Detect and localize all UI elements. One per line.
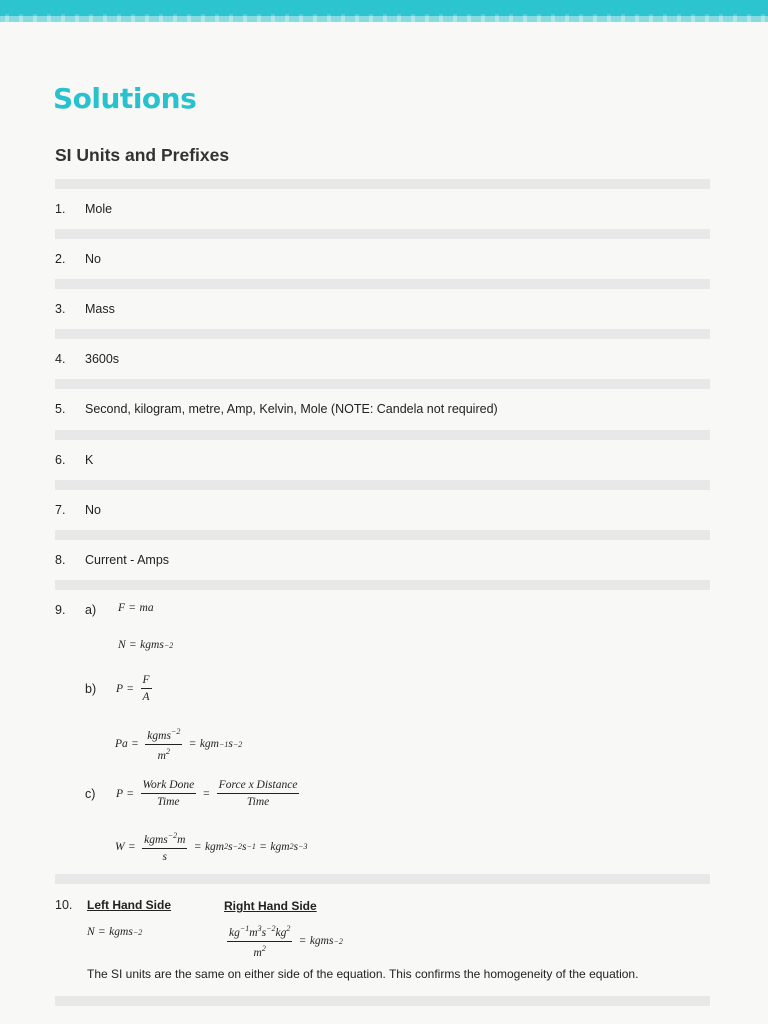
separator-bar bbox=[55, 580, 710, 590]
equation-pascal-units: Pa = $\frac{kgms^{-2}}{m^2}$ = kgm −1 s −2 bbox=[115, 727, 243, 762]
separator-bar bbox=[55, 874, 710, 884]
answer-number: 4. bbox=[55, 352, 66, 366]
left-hand-side-header: Left Hand Side bbox=[87, 898, 172, 912]
answer-number: 9. bbox=[55, 603, 66, 617]
equation-lhs: N = kgms −2 bbox=[87, 926, 143, 938]
answer-text: Second, kilogram, metre, Amp, Kelvin, Mole (NOTE: Candela not required) bbox=[85, 402, 498, 416]
part-label: a) bbox=[85, 603, 97, 617]
answer-number: 5. bbox=[55, 402, 66, 416]
answer-number: 6. bbox=[55, 453, 66, 467]
part-label: b) bbox=[85, 682, 97, 696]
answer-text: No bbox=[85, 252, 101, 266]
equation-rhs: $\frac{kg^{-1}m^3s^{-2}kg^2}{m^2}$ = kgms −2 bbox=[229, 924, 343, 959]
separator-bar bbox=[55, 996, 710, 1006]
equation-newton-units: N = kgms −2 bbox=[118, 639, 174, 651]
separator-bar bbox=[55, 179, 710, 189]
equation-watt-units: W = $\frac{kgms^{-2}m}{s}$ = kgm 2 s −2 s −1 = kgm 2 s −3 bbox=[115, 831, 308, 863]
right-hand-side-header: Right Hand Side bbox=[224, 899, 317, 913]
separator-bar bbox=[55, 530, 710, 540]
part-label: c) bbox=[85, 787, 96, 801]
equation-force: F = ma bbox=[118, 602, 154, 614]
answer-number: 1. bbox=[55, 202, 66, 216]
answer-text: Mass bbox=[85, 302, 115, 316]
page-title: Solutions bbox=[53, 82, 197, 115]
equation-power: P = $\frac{\text{Work Done}}{\text{Time}}$ = $\frac{\text{Force x Distance}}{\text{Time}}$ bbox=[116, 779, 298, 808]
separator-bar bbox=[55, 430, 710, 440]
answer-text: K bbox=[85, 453, 94, 467]
separator-bar bbox=[55, 379, 710, 389]
equation-pressure: P = $\frac{F}{A}$ bbox=[116, 674, 150, 703]
conclusion-text: The SI units are the same on either side of the equation. This confirms the homogeneity of the equation. bbox=[87, 967, 639, 981]
separator-bar bbox=[55, 229, 710, 239]
answer-number: 2. bbox=[55, 252, 66, 266]
top-band-edge bbox=[0, 14, 768, 22]
answer-number: 8. bbox=[55, 553, 66, 567]
answer-number: 7. bbox=[55, 503, 66, 517]
section-title: SI Units and Prefixes bbox=[55, 145, 230, 165]
answer-number: 3. bbox=[55, 302, 66, 316]
answer-text: Mole bbox=[85, 202, 113, 216]
separator-bar bbox=[55, 279, 710, 289]
answer-text: Current - Amps bbox=[85, 553, 170, 567]
answer-text: 3600s bbox=[85, 352, 120, 366]
separator-bar bbox=[55, 329, 710, 339]
answer-text: No bbox=[85, 503, 101, 517]
answer-number: 10. bbox=[55, 898, 73, 912]
separator-bar bbox=[55, 480, 710, 490]
